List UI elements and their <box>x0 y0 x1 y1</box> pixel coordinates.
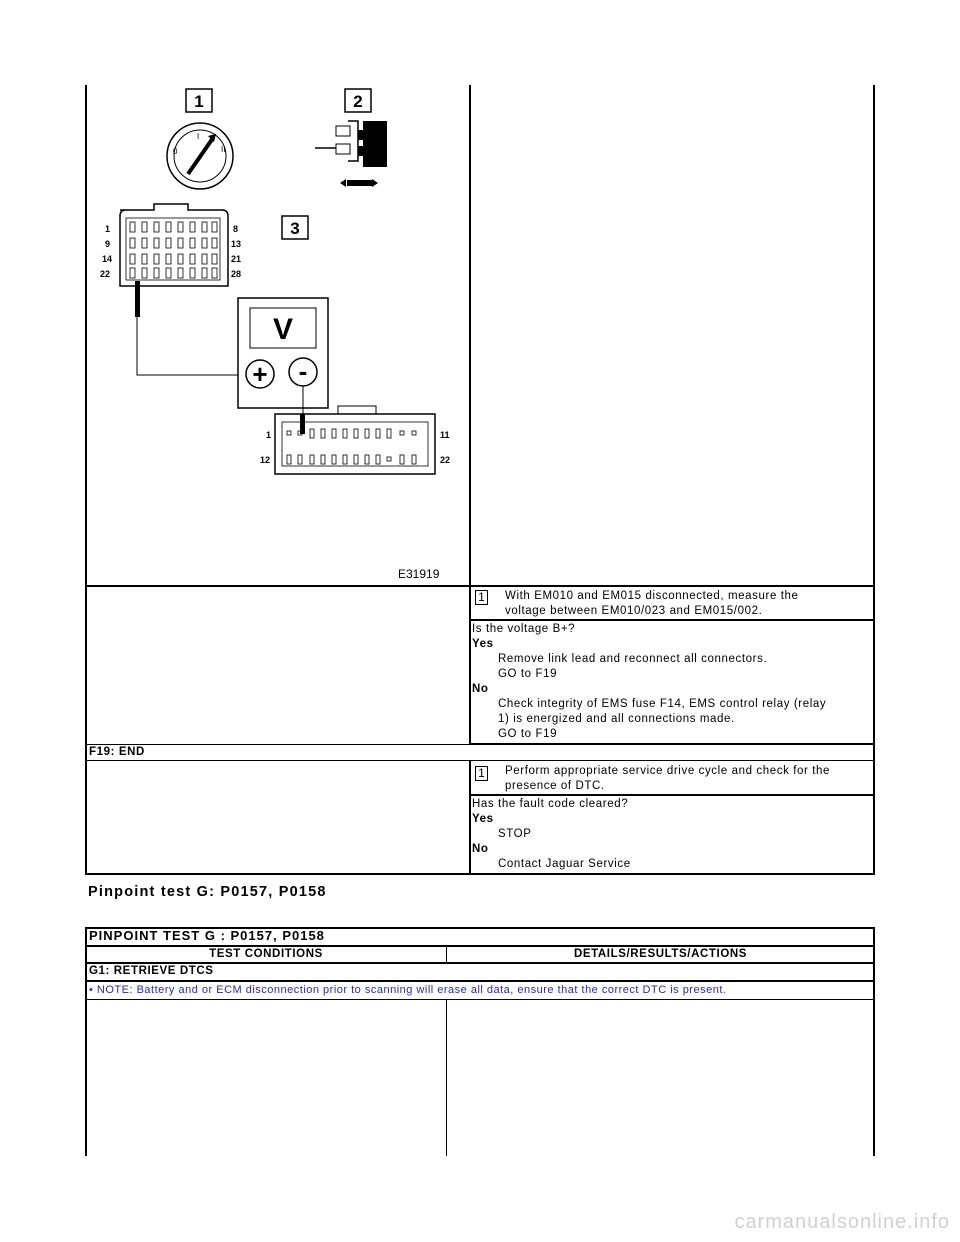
step1-line1: With EM010 and EM015 disconnected, measure the <box>505 590 799 602</box>
col2-label: DETAILS/RESULTS/ACTIONS <box>573 948 748 960</box>
svg-text:11: 11 <box>440 430 450 440</box>
svg-text:8: 8 <box>233 224 239 234</box>
q1-question: Is the voltage B+? <box>472 623 576 635</box>
q2-no: No <box>472 843 489 855</box>
svg-text:1: 1 <box>266 430 272 440</box>
q1-yes-line2: GO to F19 <box>498 668 558 680</box>
meter-plus: + <box>252 359 268 389</box>
watermark: carmanualsonline.info <box>734 1211 950 1233</box>
svg-text:21: 21 <box>231 254 242 264</box>
svg-text:I: I <box>197 132 200 141</box>
figure-id: E31919 <box>398 567 440 581</box>
step2-line2: presence of DTC. <box>505 780 605 792</box>
svg-text:28: 28 <box>231 269 242 279</box>
col1-label: TEST CONDITIONS <box>209 948 323 960</box>
svg-text:14: 14 <box>102 254 113 264</box>
figure-divider <box>469 85 471 585</box>
meter-minus: - <box>298 356 308 386</box>
q2-yes-line1: STOP <box>498 828 532 840</box>
section-heading: Pinpoint test G: P0157, P0158 <box>88 884 327 900</box>
voltmeter <box>238 298 328 416</box>
callout-1: 1 <box>194 92 204 111</box>
q1-no: No <box>472 683 489 695</box>
connector-28-pin <box>100 204 241 317</box>
connector-22-pin <box>260 406 450 474</box>
q1-yes-line1: Remove link lead and reconnect all connectors. <box>498 653 768 665</box>
q1-no-line1: Check integrity of EMS fuse F14, EMS control relay (relay <box>498 698 827 710</box>
f19-header-cell <box>85 744 875 761</box>
q1-no-line2: 1) is energized and all connections made. <box>498 713 735 725</box>
step2-number: 1 <box>475 766 488 781</box>
svg-text:12: 12 <box>260 455 271 465</box>
meter-label: V <box>272 313 294 346</box>
step2-line1: Perform appropriate service drive cycle and check for the <box>505 765 831 777</box>
q1-no-line3: GO to F19 <box>498 728 558 740</box>
ignition-switch-icon <box>167 123 233 189</box>
svg-text:0: 0 <box>173 147 178 156</box>
step1-number: 1 <box>475 590 488 605</box>
table-bottom-border <box>85 873 875 875</box>
g1-header: G1: RETRIEVE DTCS <box>89 965 214 977</box>
svg-text:9: 9 <box>105 239 111 249</box>
q2-question: Has the fault code cleared? <box>472 798 629 810</box>
pinpoint-title: PINPOINT TEST G : P0157, P0158 <box>89 928 325 943</box>
step1-line2: voltage between EM010/023 and EM015/002. <box>505 605 763 617</box>
callout-2: 2 <box>353 92 363 111</box>
svg-text:22: 22 <box>100 269 111 279</box>
svg-text:1: 1 <box>105 224 111 234</box>
svg-text:II: II <box>221 145 226 154</box>
svg-text:22: 22 <box>440 455 451 465</box>
note-text: • NOTE: Battery and or ECM disconnection prior to scanning will erase all data, ensure that the correct DTC is present. <box>89 984 727 996</box>
link-lead-icon <box>315 121 387 187</box>
q1-yes: Yes <box>472 638 494 650</box>
q2-no-line1: Contact Jaguar Service <box>498 858 631 870</box>
q2-yes: Yes <box>472 813 494 825</box>
wiring-figure <box>90 86 465 584</box>
callout-3: 3 <box>290 219 300 238</box>
f19-header: F19: END <box>89 746 145 758</box>
svg-text:13: 13 <box>231 239 242 249</box>
